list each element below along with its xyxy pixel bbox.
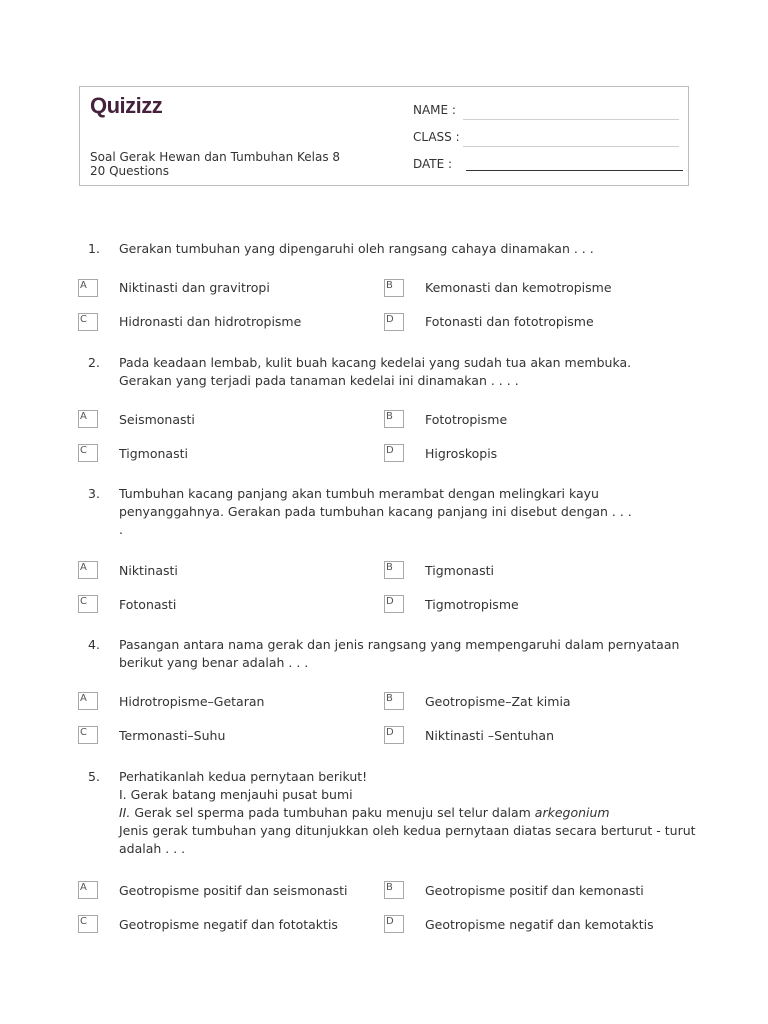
name-line xyxy=(463,119,679,120)
question-line: Pasangan antara nama gerak dan jenis rangsang yang mempengaruhi dalam pernyataan xyxy=(119,637,680,652)
question-text xyxy=(119,636,699,672)
question-line: Pada keadaan lembab, kulit buah kacang kedelai yang sudah tua akan membuka. xyxy=(119,355,632,370)
option-a-text: Seismonasti xyxy=(119,412,195,427)
option-d-text: Tigmotropisme xyxy=(425,597,519,612)
option-b-text: Fototropisme xyxy=(425,412,508,427)
option-d-text: Niktinasti –Sentuhan xyxy=(425,728,555,743)
option-b-box[interactable]: B xyxy=(384,881,404,899)
question-number: 1. xyxy=(88,241,100,256)
question-line xyxy=(119,804,699,822)
question-line: Perhatikanlah kedua pernytaan berikut! xyxy=(119,769,368,784)
option-a-box[interactable]: A xyxy=(78,881,98,899)
option-c-text: Tigmonasti xyxy=(119,446,188,461)
question-number: 3. xyxy=(88,486,100,501)
option-d-box[interactable]: D xyxy=(384,915,404,933)
option-d-text: Higroskopis xyxy=(425,446,498,461)
option-d-box[interactable]: D xyxy=(384,313,404,331)
option-d-box[interactable]: D xyxy=(384,595,404,613)
option-b-box[interactable]: B xyxy=(384,692,404,710)
date-line xyxy=(466,170,683,171)
question-text xyxy=(119,768,699,858)
quiz-title: Soal Gerak Hewan dan Tumbuhan Kelas 8 xyxy=(90,150,341,164)
option-a-text: Niktinasti dan gravitropi xyxy=(119,280,270,295)
option-a-box[interactable]: A xyxy=(78,279,98,297)
option-b-text: Tigmonasti xyxy=(425,563,494,578)
option-a-box[interactable]: A xyxy=(78,692,98,710)
class-label: CLASS : xyxy=(413,130,460,144)
question-line: Gerakan yang terjadi pada tanaman kedelai ini dinamakan . . . . xyxy=(119,373,519,388)
option-c-text: Hidronasti dan hidrotropisme xyxy=(119,314,302,329)
question-text xyxy=(119,485,699,539)
date-label: DATE : xyxy=(413,157,453,171)
question-line: Tumbuhan kacang panjang akan tumbuh merambat dengan melingkari kayu xyxy=(119,486,599,501)
question-text xyxy=(119,240,699,258)
option-c-box[interactable]: C xyxy=(78,595,98,613)
italic-numeral: II. xyxy=(119,805,131,820)
question-number: 5. xyxy=(88,769,100,784)
italic-term: arkegonium xyxy=(534,805,610,820)
question-line: I. Gerak batang menjauhi pusat bumi xyxy=(119,787,353,802)
question-number: 4. xyxy=(88,637,100,652)
option-c-text: Fotonasti xyxy=(119,597,177,612)
option-d-text: Geotropisme negatif dan kemotaktis xyxy=(425,917,654,932)
option-b-text: Geotropisme–Zat kimia xyxy=(425,694,571,709)
option-b-box[interactable]: B xyxy=(384,279,404,297)
question-line: adalah . . . xyxy=(119,841,186,856)
option-a-text: Geotropisme positif dan seismonasti xyxy=(119,883,348,898)
option-c-text: Termonasti–Suhu xyxy=(119,728,226,743)
option-b-text: Kemonasti dan kemotropisme xyxy=(425,280,612,295)
option-c-text: Geotropisme negatif dan fototaktis xyxy=(119,917,338,932)
option-c-box[interactable]: C xyxy=(78,915,98,933)
option-b-box[interactable]: B xyxy=(384,561,404,579)
option-a-box[interactable]: A xyxy=(78,561,98,579)
question-line: Jenis gerak tumbuhan yang ditunjukkan oleh kedua pernytaan diatas secara berturut - turut xyxy=(119,823,696,838)
class-line xyxy=(463,146,679,147)
question-line: . xyxy=(119,522,123,537)
option-d-box[interactable]: D xyxy=(384,444,404,462)
question-text xyxy=(119,354,699,390)
option-c-box[interactable]: C xyxy=(78,444,98,462)
option-d-text: Fotonasti dan fototropisme xyxy=(425,314,594,329)
option-a-text: Niktinasti xyxy=(119,563,178,578)
question-line-mid: Gerak sel sperma pada tumbuhan paku menuju sel telur dalam xyxy=(130,805,535,820)
option-a-text: Hidrotropisme–Getaran xyxy=(119,694,265,709)
option-b-text: Geotropisme positif dan kemonasti xyxy=(425,883,644,898)
question-count: 20 Questions xyxy=(90,164,170,178)
option-c-box[interactable]: C xyxy=(78,726,98,744)
option-b-box[interactable]: B xyxy=(384,410,404,428)
option-c-box[interactable]: C xyxy=(78,313,98,331)
name-label: NAME : xyxy=(413,103,456,117)
question-number: 2. xyxy=(88,355,100,370)
option-a-box[interactable]: A xyxy=(78,410,98,428)
option-d-box[interactable]: D xyxy=(384,726,404,744)
question-line: berikut yang benar adalah . . . xyxy=(119,655,309,670)
quizizz-logo: Quizizz xyxy=(90,93,163,118)
worksheet-header xyxy=(79,86,689,186)
question-line: penyanggahnya. Gerakan pada tumbuhan kacang panjang ini disebut dengan . . . xyxy=(119,504,632,519)
question-line: Gerakan tumbuhan yang dipengaruhi oleh rangsang cahaya dinamakan . . . xyxy=(119,241,594,256)
